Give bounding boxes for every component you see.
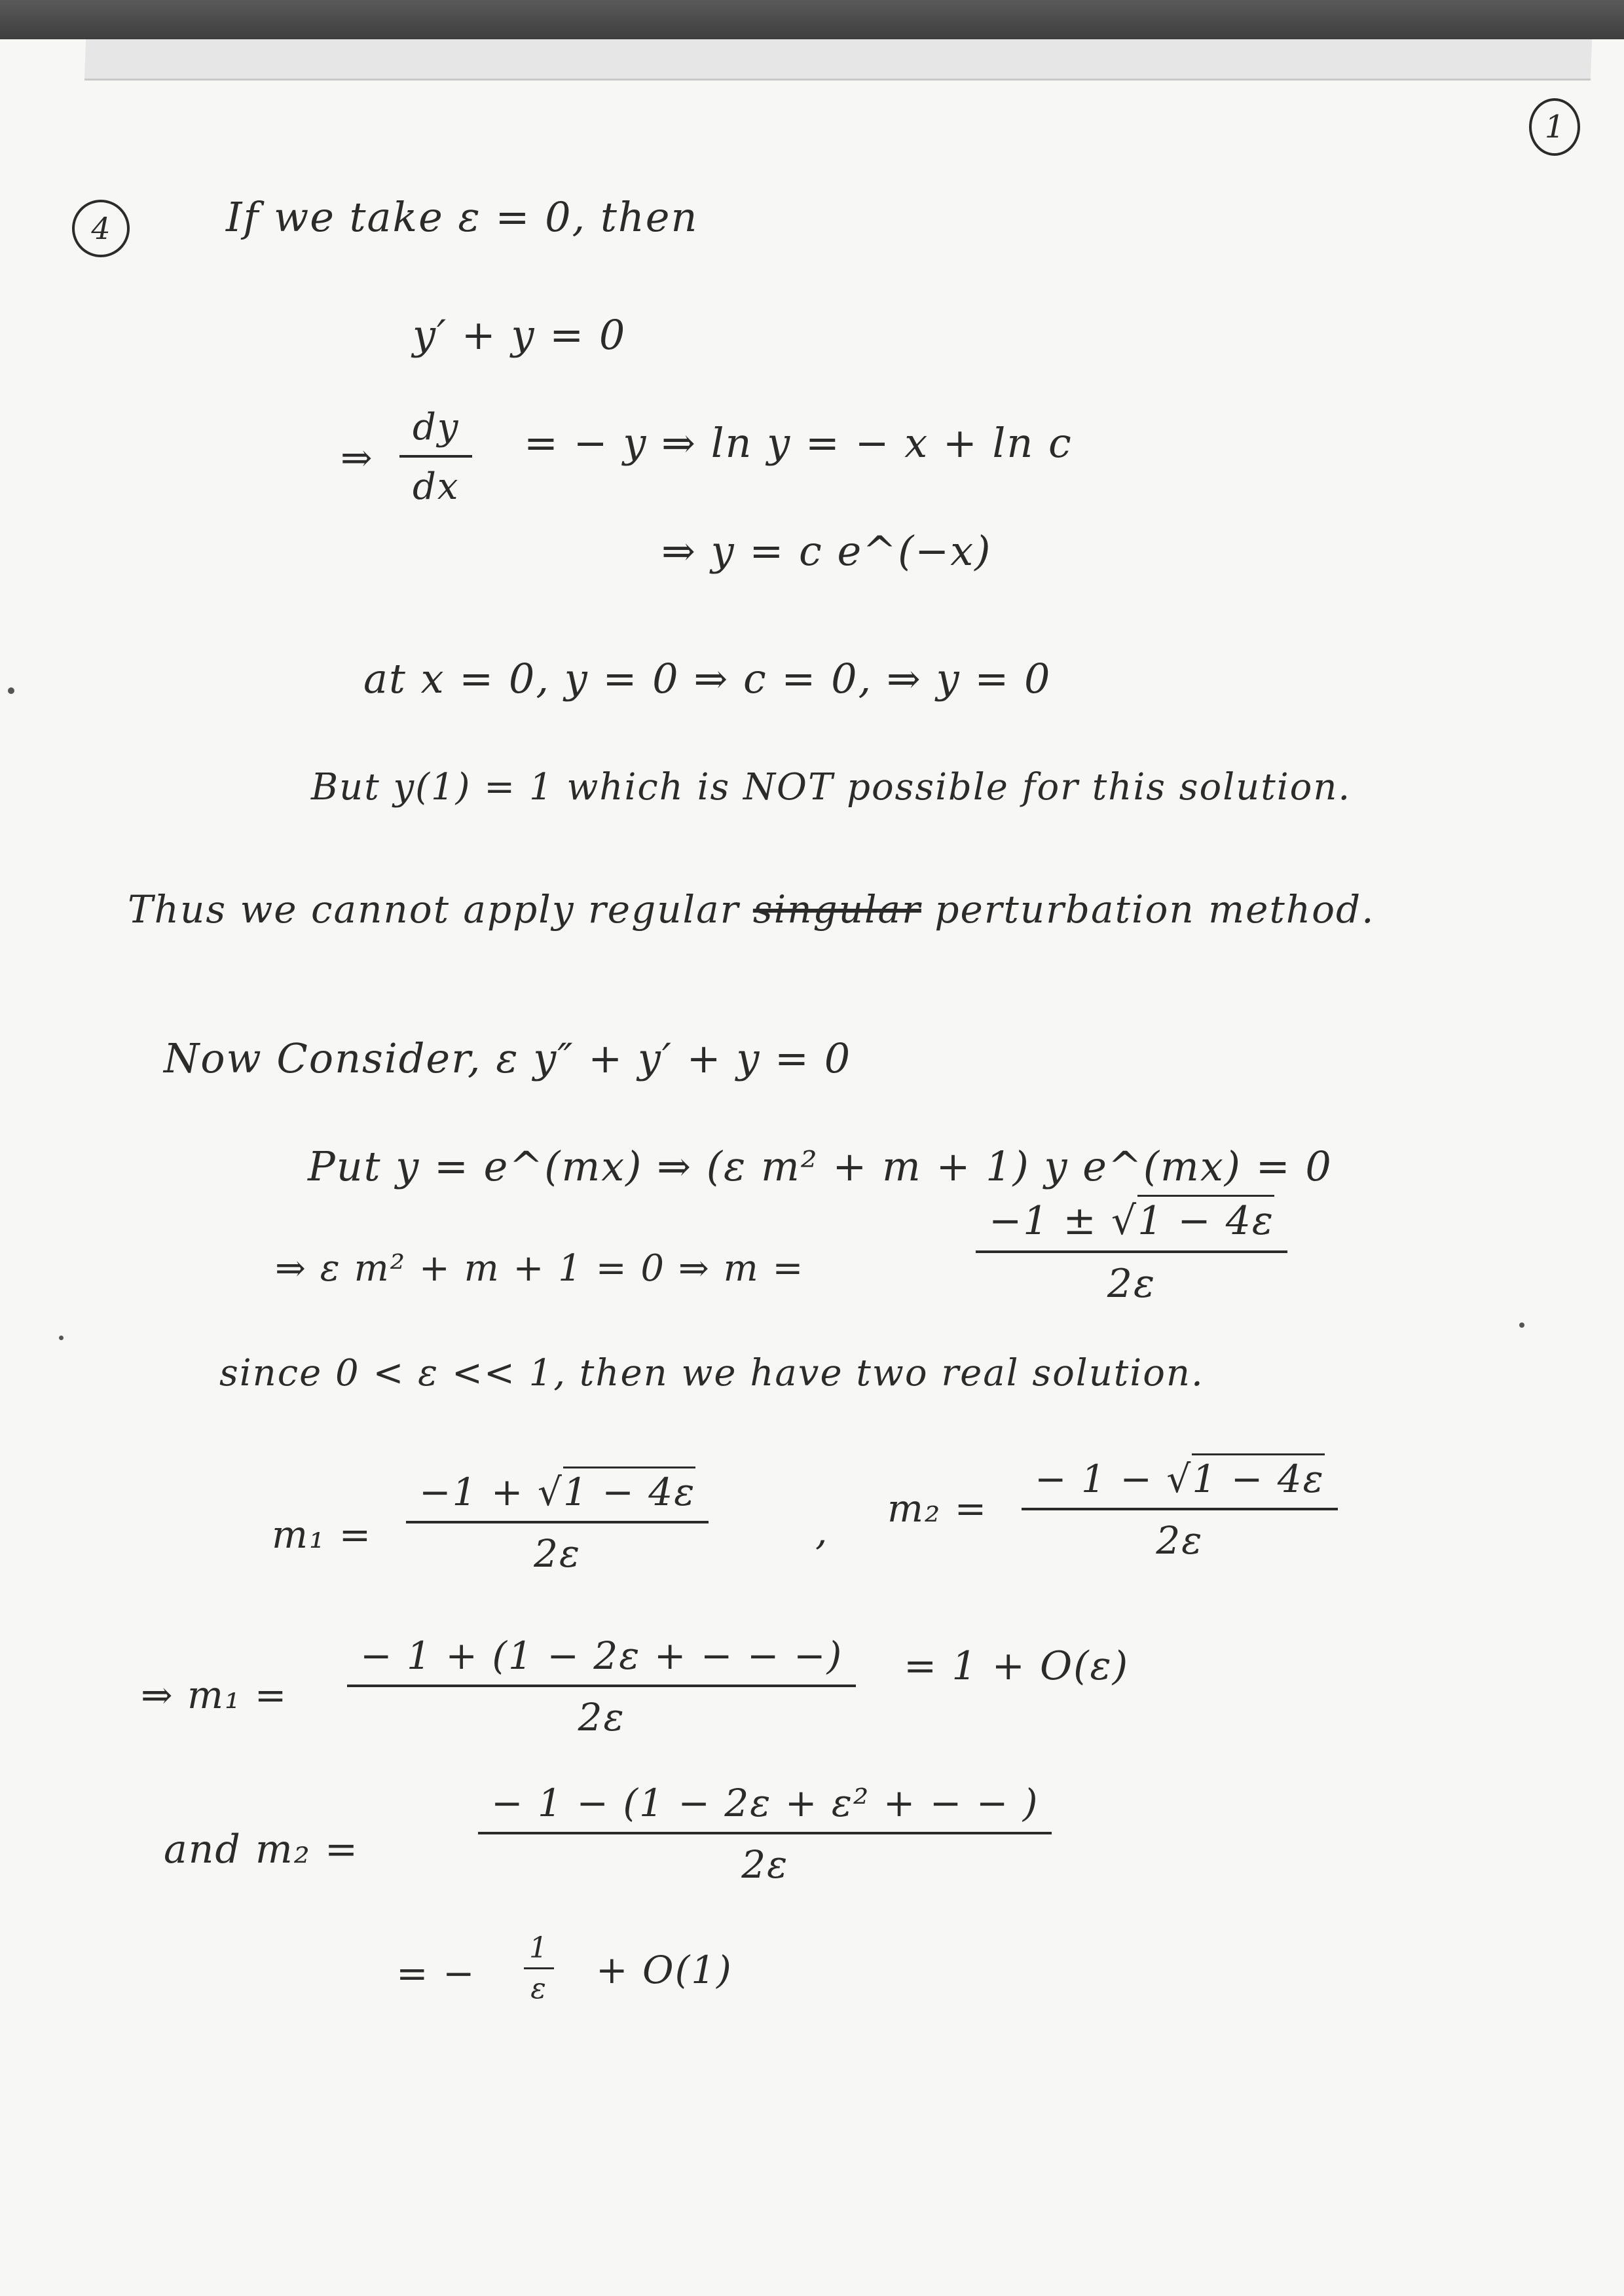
- line-11: since 0 < ε << 1, then we have two real solution.: [219, 1352, 1204, 1394]
- line-7-end: perturbation method.: [934, 887, 1375, 932]
- line-10: ⇒ ε m² + m + 1 = 0 ⇒ m =: [275, 1247, 805, 1290]
- line-7-start: Thus we cannot apply regular: [128, 887, 740, 932]
- quadratic-root-denominator: 2ε: [1107, 1261, 1156, 1307]
- page-number-badge: [1529, 98, 1580, 156]
- m2-expansion-fraction: [478, 1781, 1052, 1887]
- m1-radicand: 1 − 4ε: [563, 1467, 695, 1514]
- m1-denominator: 2ε: [534, 1531, 581, 1576]
- m2-numerator-part: − 1 − √: [1035, 1457, 1192, 1501]
- m2-expansion-denominator: 2ε: [741, 1842, 789, 1887]
- line-14-label: and m₂ =: [164, 1827, 360, 1872]
- line-3-prefix: ⇒: [341, 435, 374, 480]
- m1-expansion-numerator: − 1 + (1 − 2ε + − − −): [347, 1633, 856, 1687]
- m2-label: m₂ =: [887, 1486, 988, 1531]
- question-number: 4: [91, 211, 111, 246]
- page-fold: [84, 39, 1592, 81]
- quadratic-root-fraction: [976, 1198, 1287, 1307]
- line-13-label: ⇒ m₁ =: [141, 1673, 288, 1717]
- m-separator: ,: [815, 1509, 829, 1554]
- line-7: [128, 887, 1375, 932]
- m1-expansion-denominator: 2ε: [578, 1695, 625, 1740]
- m2-radicand: 1 − 4ε: [1192, 1453, 1324, 1501]
- m1-label: m₁ =: [272, 1512, 373, 1557]
- m1-numerator-part: −1 + √: [419, 1470, 563, 1514]
- line-13-result: = 1 + O(ε): [904, 1643, 1130, 1689]
- line-8: Now Consider, ε y″ + y′ + y = 0: [164, 1034, 852, 1082]
- m2-expansion-numerator: − 1 − (1 − 2ε + ε² + − − ): [478, 1781, 1052, 1834]
- page-number: 1: [1544, 109, 1565, 145]
- scan-speck: [59, 1336, 64, 1340]
- struck-word: singular: [752, 887, 921, 932]
- line-9: Put y = e^(mx) ⇒ (ε m² + m + 1) y e^(mx) = 0: [308, 1142, 1333, 1190]
- scan-speck: [1519, 1322, 1524, 1328]
- line-5: at x = 0, y = 0 ⇒ c = 0, ⇒ y = 0: [363, 655, 1052, 702]
- scan-speck: [8, 687, 14, 694]
- m1-fraction: [406, 1470, 709, 1576]
- line-6: But y(1) = 1 which is NOT possible for this solution.: [311, 766, 1352, 809]
- line-4: ⇒ y = c e^(−x): [661, 527, 992, 575]
- question-number-badge: [72, 200, 130, 257]
- m2-numerator: [1022, 1457, 1338, 1510]
- epsilon-denominator: ε: [530, 1972, 547, 2005]
- line-15-end: + O(1): [596, 1948, 733, 1992]
- line-1: If we take ε = 0, then: [226, 193, 699, 241]
- line-3-rest: = − y ⇒ ln y = − x + ln c: [524, 419, 1073, 467]
- quadratic-root-numerator: [976, 1198, 1287, 1253]
- m1-numerator: [406, 1470, 709, 1523]
- m2-fraction: [1022, 1457, 1338, 1563]
- root-numerator-part: −1 ± √: [989, 1198, 1138, 1244]
- m1-expansion-fraction: [347, 1633, 856, 1740]
- dy-dx-fraction: [399, 406, 472, 508]
- dy-numerator: dy: [399, 406, 472, 458]
- line-2: y′ + y = 0: [413, 311, 627, 359]
- root-radicand: 1 − 4ε: [1137, 1195, 1274, 1244]
- one-numerator: 1: [524, 1931, 554, 1969]
- one-over-epsilon: [524, 1931, 554, 2005]
- line-15-start: = −: [396, 1951, 476, 1995]
- m2-denominator: 2ε: [1156, 1518, 1204, 1563]
- dx-denominator: dx: [413, 465, 460, 508]
